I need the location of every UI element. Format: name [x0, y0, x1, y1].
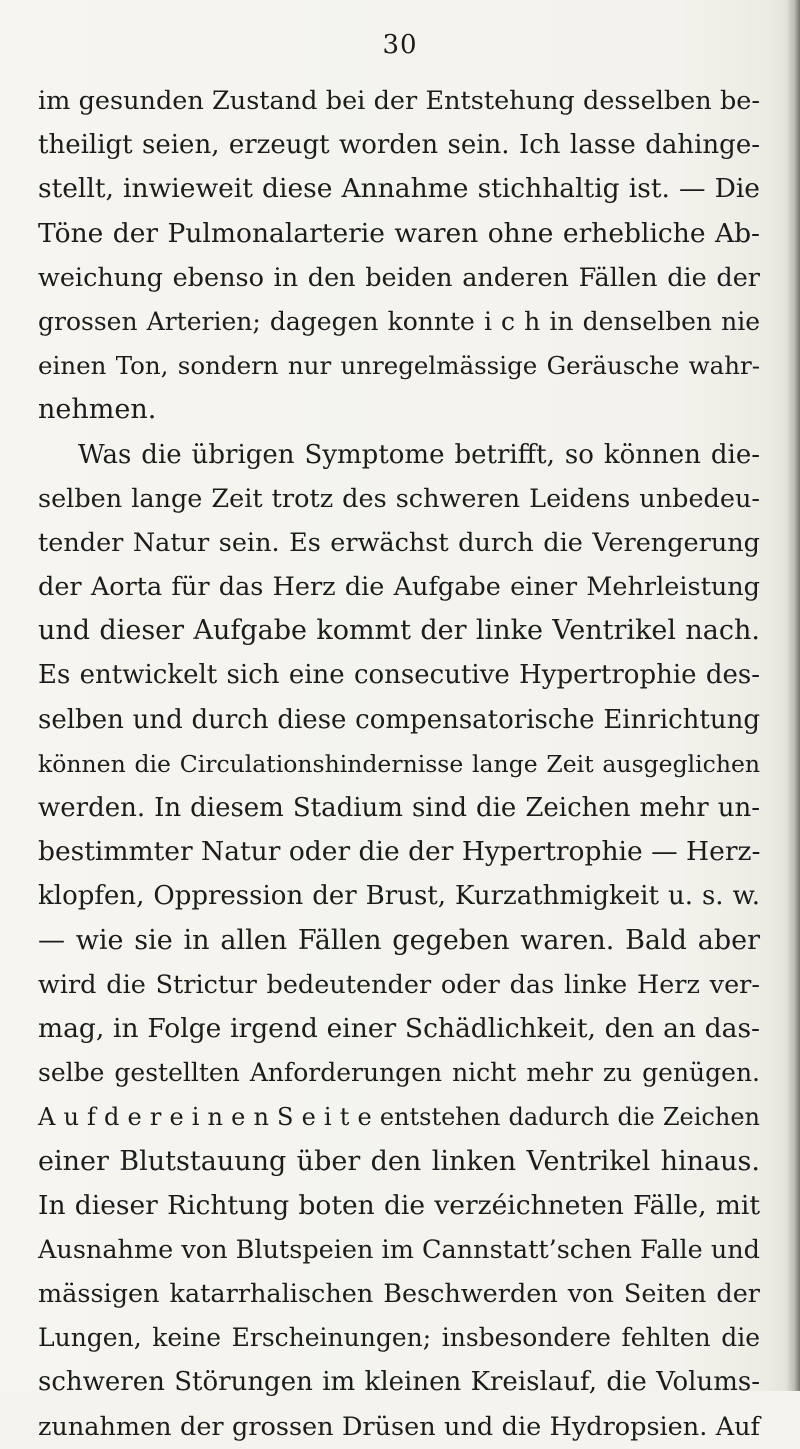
text-line: A u f d e r e i n e n S e i t e entstehen dadurch die Zeichen	[38, 1103, 760, 1132]
text-line: Es entwickelt sich eine consecutive Hypertrophie des-	[38, 660, 760, 691]
paragraph-start-line: Was die übrigen Symptome betrifft, so können die-	[78, 439, 760, 470]
text-line: werden. In diesem Stadium sind die Zeichen mehr un-	[38, 793, 760, 823]
text-line: Lungen, keine Erscheinungen; insbesondere fehlten die	[38, 1323, 760, 1353]
text-line: In dieser Richtung boten die verzéichneten Fälle, mit	[38, 1189, 760, 1221]
text-line: bestimmter Natur oder die der Hypertrophie — Herz-	[38, 836, 761, 868]
text-line: können die Circulationshindernisse lange Zeit ausgeglichen	[38, 749, 760, 778]
text-line: weichung ebenso in den beiden anderen Fällen die der	[38, 262, 760, 293]
text-line: der Aorta für das Herz die Aufgabe einer Mehrleistung	[38, 572, 760, 603]
text-line: und dieser Aufgabe kommt der linke Ventrikel nach.	[38, 615, 760, 647]
text-line: mag, in Folge irgend einer Schädlichkeit, den an das-	[38, 1012, 760, 1044]
text-line: stellt, inwieweit diese Annahme stichhaltig ist. — Die	[38, 173, 760, 205]
text-line: selbe gestellten Anforderungen nicht mehr zu genügen.	[38, 1058, 760, 1088]
text-line: grossen Arterien; dagegen konnte i c h in denselben nie	[38, 306, 760, 336]
text-line: tender Natur sein. Es erwächst durch die Verengerung	[38, 527, 760, 558]
text-line: im gesunden Zustand bei der Entstehung desselben be-	[38, 86, 760, 116]
text-line: Töne der Pulmonalarterie waren ohne erhebliche Ab-	[38, 217, 760, 249]
text-line: theiligt seien, erzeugt worden sein. Ich lasse dahinge-	[38, 130, 760, 161]
text-line: schweren Störungen im kleinen Kreislauf, die Volums-	[38, 1367, 760, 1398]
page-number: 30	[382, 30, 418, 60]
text-line: mässigen katarrhalischen Beschwerden von Seiten der	[38, 1279, 760, 1310]
text-line: — wie sie in allen Fällen gegeben waren. Bald aber	[38, 924, 760, 956]
text-line: einen Ton, sondern nur unregelmässige Geräusche wahr-	[38, 351, 760, 381]
text-line: einer Blutstauung über den linken Ventrikel hinaus.	[38, 1145, 760, 1177]
text-line: selben und durch diese compensatorische Einrichtung	[38, 704, 760, 735]
text-line: nehmen.	[38, 394, 157, 426]
body-text	[38, 79, 760, 1449]
text-line: klopfen, Oppression der Brust, Kurzathmigkeit u. s. w.	[38, 881, 760, 912]
page-edge-shadow	[786, 0, 800, 1391]
text-line: zunahmen der grossen Drüsen und die Hydropsien. Auf	[38, 1411, 760, 1442]
text-line: Ausnahme von Blutspeien im Cannstatt’schen Falle und	[38, 1234, 760, 1265]
text-line: wird die Strictur bedeutender oder das linke Herz ver-	[38, 969, 760, 1000]
text-line: selben lange Zeit trotz des schweren Leidens unbedeu-	[38, 483, 760, 514]
